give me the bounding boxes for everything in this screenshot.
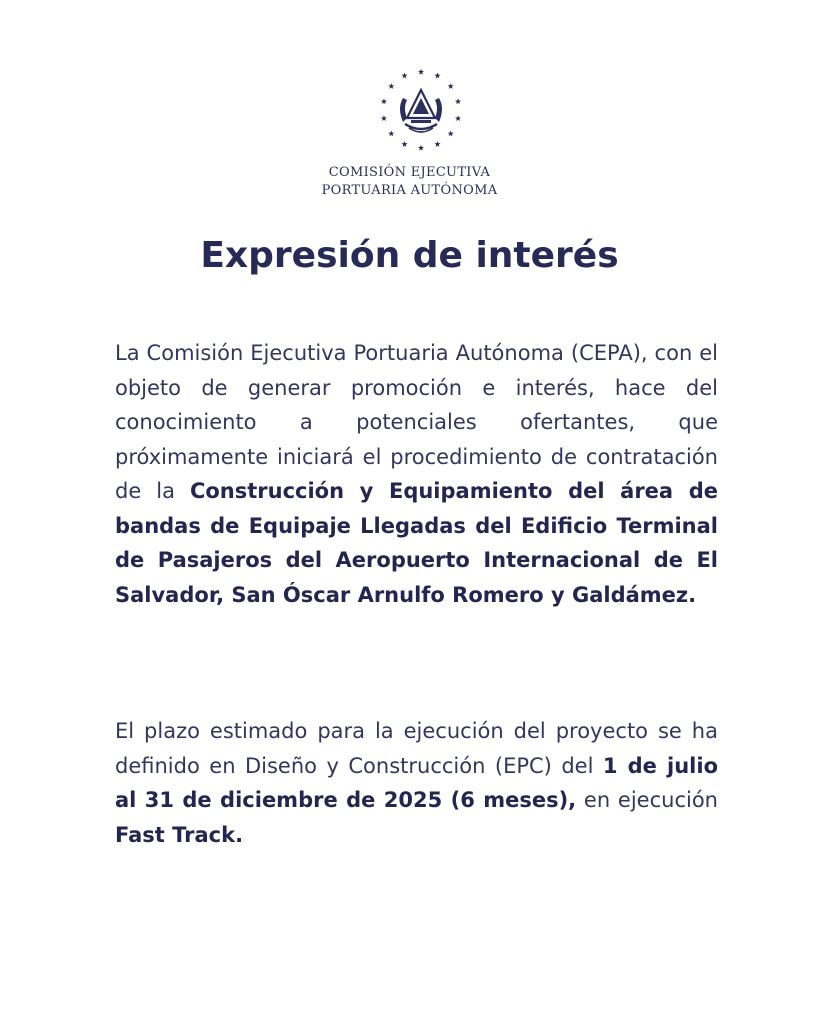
page-title: Expresión de interés	[200, 235, 619, 276]
paragraph-2-middle: en ejecución	[576, 788, 718, 812]
emblem-star	[455, 115, 461, 121]
execution-mode: Fast Track.	[115, 822, 244, 847]
project-dates: 1 de julio al 31 de diciembre de 2025 (6 meses),	[115, 753, 719, 812]
organization-name	[0, 164, 819, 200]
org-name-line-1: COMISIÓN EJECUTIVA	[328, 165, 491, 180]
emblem-star	[381, 98, 387, 104]
emblem-star	[388, 83, 394, 89]
project-name: Construcción y Equipamiento del área de bandas de Equipaje Llegadas del Edificio Terminal de Pasajeros del Aeropuerto Internacional de El Salvador, San Óscar Arnulfo Romero y Galdámez.	[115, 479, 718, 607]
emblem-star	[418, 69, 424, 75]
announcement-paragraph-2	[115, 714, 718, 852]
announcement-paragraph-1	[115, 336, 718, 612]
emblem-star	[455, 98, 461, 104]
emblem-star	[401, 73, 407, 79]
emblem-star	[448, 83, 454, 89]
emblem-star	[418, 145, 424, 151]
emblem-star	[448, 130, 454, 136]
emblem-star	[381, 115, 387, 121]
emblem-star	[434, 73, 440, 79]
org-name-line-2: PORTUARIA AUTÓNOMA	[321, 183, 498, 198]
emblem-star	[388, 130, 394, 136]
paragraph-1-intro: La Comisión Ejecutiva Portuaria Autónoma (CEPA), con el objeto de generar promoción e interés, hace del conocimiento a potenciales ofertantes, que próximamente iniciará el procedimiento de contratación de la	[115, 341, 718, 503]
paragraph-2-intro: El plazo estimado para la ejecución del proyecto se ha definido en Diseño y Construcción (EPC) del	[115, 719, 718, 778]
coat-of-arms-icon	[373, 68, 469, 152]
emblem-star	[401, 141, 407, 147]
emblem-star	[434, 141, 440, 147]
